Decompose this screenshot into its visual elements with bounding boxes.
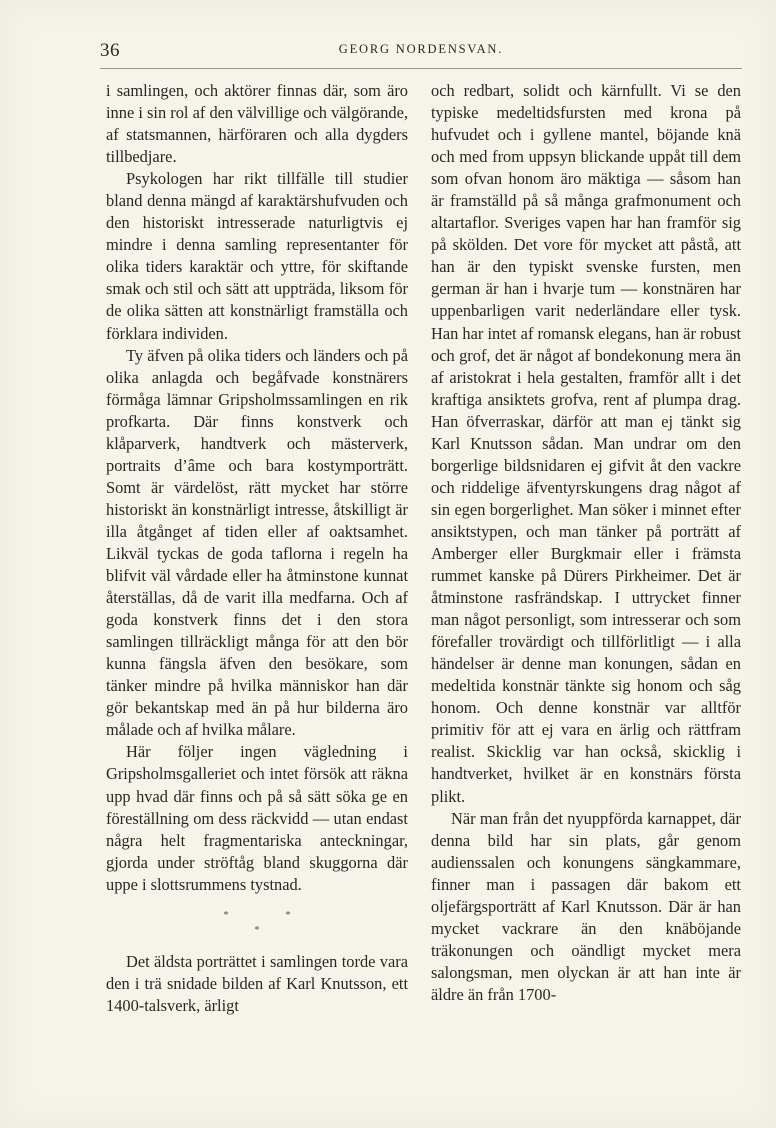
asterisk: * [223, 908, 229, 921]
paragraph: Ty äfven på olika tiders och länders och på olika anlagda och begåfvade konstnärers förmåga lämnar Gripsholmssamlingen en rik profkarta. Där finns konstverk och klåparverk, handtverk och mästerverk, portraits d’âme och bara kostymporträtt. Somt är värdelöst, rätt mycket har större historiskt än konstnärligt intresse, åtskilligt är illa åtgånget af tiden eller af oaktsamhet. Likväl tyckas de goda taflorna i regeln ha blifvit väl vårdade eller ha åtminstone kunnat återställas, då de varit illa medfarna. Och af goda konstverk finns det i den stora samlingen tillräckligt många för att den bör kunna fängsla äfven den besökare, som tänker mindre på hvilka människor han där gör bekantskap med än på hur bilderna äro målade och af hvilka målare. [106, 345, 408, 740]
paragraph: Psykologen har rikt tillfälle till studier bland denna mängd af karaktärshufvuden och den historiskt intresserade naturligtvis ej mindre i denna samling representanter för olika tiders karaktär och yttre, för skiftande smak och stil och sätt att uppträda, liksom för de olika sätten att konstnärligt framställa och förklara individen. [106, 169, 408, 343]
section-break-asterisks [106, 908, 408, 937]
right-column [431, 80, 741, 1006]
paragraph: i samlingen, och aktörer finnas där, som äro inne i sin rol af den välvillige och välgörande, af statsmannen, härföraren och alla dygders tillbedjare. [106, 81, 408, 167]
running-title: GEORG NORDENSVAN. [338, 42, 504, 56]
paragraph: Det äldsta porträttet i samlingen torde vara den i trä snidade bilden af Karl Knutsson, ett 1400-talsverk, ärligt [106, 951, 408, 1015]
page-number: 36 [100, 40, 120, 61]
asterisk: * [285, 908, 291, 921]
paragraph: När man från det nyuppförda karnappet, där denna bild har sin plats, går genom audienssalen och konungens sängkammare, finner man i passagen där bakom ett oljefärgsporträtt af Karl Knutsson. Där är han mycket vackrare än den knäböjande träkonungen och oändligt mycket mera salongsman, men olyckan är att han inte är äldre än från 1700- [431, 808, 741, 1004]
paragraph: Här följer ingen vägledning i Gripsholmsgalleriet och intet försök att räkna upp hvad där finns och på så sätt söka ge en föreställning om dess räckvidd — utan endast några helt fragmentariska anteckningar, gjorda under ströftåg bland skuggorna där uppe i slottsrummens tystnad. [106, 742, 408, 894]
asterisk: * [254, 923, 260, 936]
paragraph: och redbart, solidt och kärnfullt. Vi se den typiske medeltidsfursten med krona på hufvudet och i gyllene mantel, böjande knä och med from uppsyn blickande uppåt till dem som ofvan honom äro mäktiga — såsom han är framställd på så många grafmonument och altartaflor. Sveriges vapen har han framför sig på skölden. Det vore för mycket att påstå, att han är den typiskt svenske fursten, men german är han i hvarje tum — konstnären har uppenbarligen varit nederländare eller tysk. Han har intet af romansk elegans, han är robust och grof, det är något af bondekonung mera än af aristokrat i hela gestalten, framför allt i det kraftiga ansiktets grofva, rent af plumpa drag. Han öfverraskar, därför att man ej tänkt sig Karl Knutsson sådan. Man undrar om den borgerlige bildsnidaren ej gifvit åt den vackre och riddelige äfventyrskungens drag något af sin egen borgerlighet. Man söker i minnet efter ansiktstypen, och man tänker på porträtt af Amberger eller Burgkmair eller i främsta rummet kanske på Dürers Pirkheimer. Det är åtminstone rasfrändskap. I uttrycket finner man något personligt, som intresserar och som förefaller trovärdigt och tillförlitligt — i alla händelser är denne man konungen, sådan en medeltida konstnär tänkte sig honom och såg honom. Och denne konstnär var alltför primitiv för att ej vara en ärlig och rättfram realist. Skicklig var han också, skicklig i handtverket, hvilket är en konstnärs första plikt. [431, 81, 741, 806]
left-column [106, 80, 408, 1017]
page-header [100, 38, 742, 69]
